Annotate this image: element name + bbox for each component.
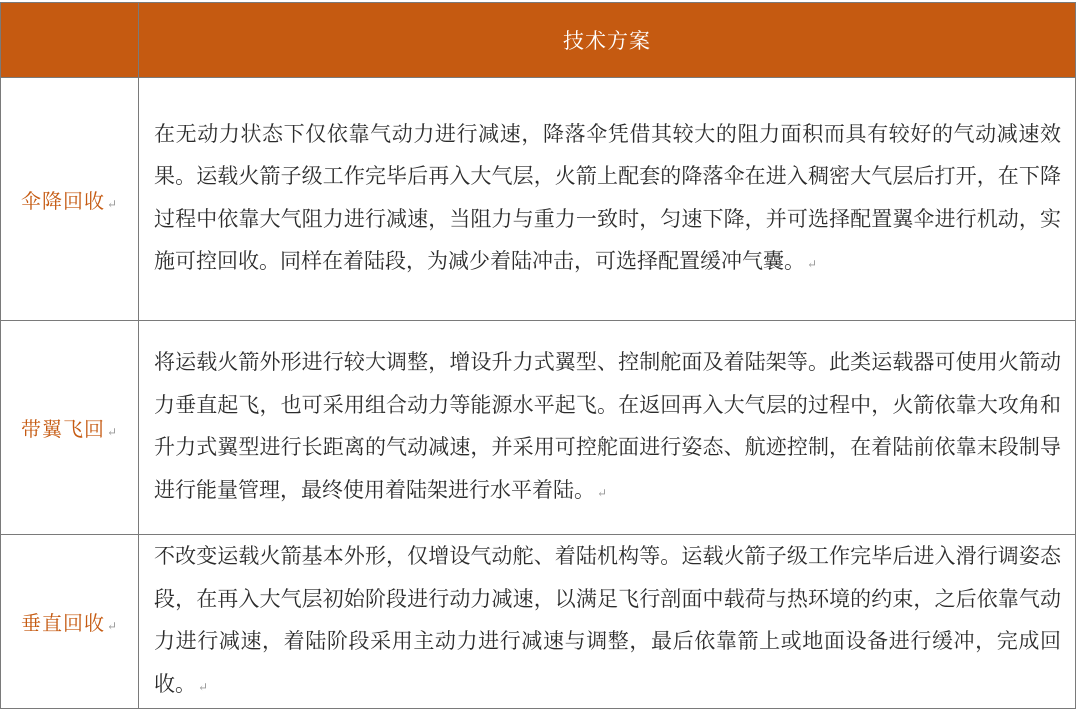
paragraph-mark-icon: ↵: [106, 425, 119, 439]
row-label: 垂直回收: [20, 611, 105, 635]
table-row: [1, 78, 1076, 321]
row-description: 将运载火箭外形进行较大调整，增设升力式翼型、控制舵面及着陆架等。此类运载器可使用火箭动力垂直起飞，也可采用组合动力等能源水平起飞。在返回再入大气层的过程中，火箭依靠大攻角和升力式翼型进行长距离的气动减速，并采用可控舵面进行姿态、航迹控制，在着陆前依靠末段制导进行能量管理，最终使用着陆架进行水平着陆。: [154, 350, 1061, 502]
table-row: [1, 535, 1076, 709]
paragraph-mark-icon: ↵: [198, 679, 209, 694]
row-description: 在无动力状态下仅依靠气动力进行减速，降落伞凭借其较大的阻力面积而具有较好的气动减速效果。运载火箭子级工作完毕后再入大气层，火箭上配套的降落伞在进入稠密大气层后打开，在下降过程中依靠大气阻力进行减速，当阻力与重力一致时，匀速下降，并可选择配置翼伞进行机动，实施可控回收。同样在着陆段，为减少着陆冲击，可选择配置缓冲气囊。: [154, 121, 1061, 273]
paragraph-mark-icon: ↵: [597, 485, 608, 500]
recovery-methods-table: [0, 2, 1076, 709]
row-description-cell: [139, 78, 1076, 321]
paragraph-mark-icon: ↵: [106, 619, 119, 633]
row-label: 伞降回收: [20, 188, 105, 213]
row-label-cell: [1, 78, 139, 321]
header-title: 技术方案: [139, 3, 1076, 78]
row-description-cell: [139, 535, 1076, 709]
row-description-cell: [139, 321, 1076, 535]
row-description: 不改变运载火箭基本外形，仅增设气动舵、着陆机构等。运载火箭子级工作完毕后进入滑行调姿态段，在再入大气层初始阶段进行动力减速，以满足飞行剖面中载荷与热环境的约束，之后依靠气动力进行减速，着陆阶段采用主动力进行减速与调整，最后依靠箭上或地面设备进行缓冲，完成回收。: [154, 544, 1061, 696]
paragraph-mark-icon: ↵: [106, 196, 119, 211]
table-header-row: [1, 3, 1076, 78]
row-label-cell: [1, 321, 139, 535]
row-label-cell: [1, 535, 139, 709]
paragraph-mark-icon: ↵: [807, 257, 818, 271]
table-row: [1, 321, 1076, 535]
header-corner-cell: [1, 3, 139, 78]
row-label: 带翼飞回: [20, 417, 105, 441]
